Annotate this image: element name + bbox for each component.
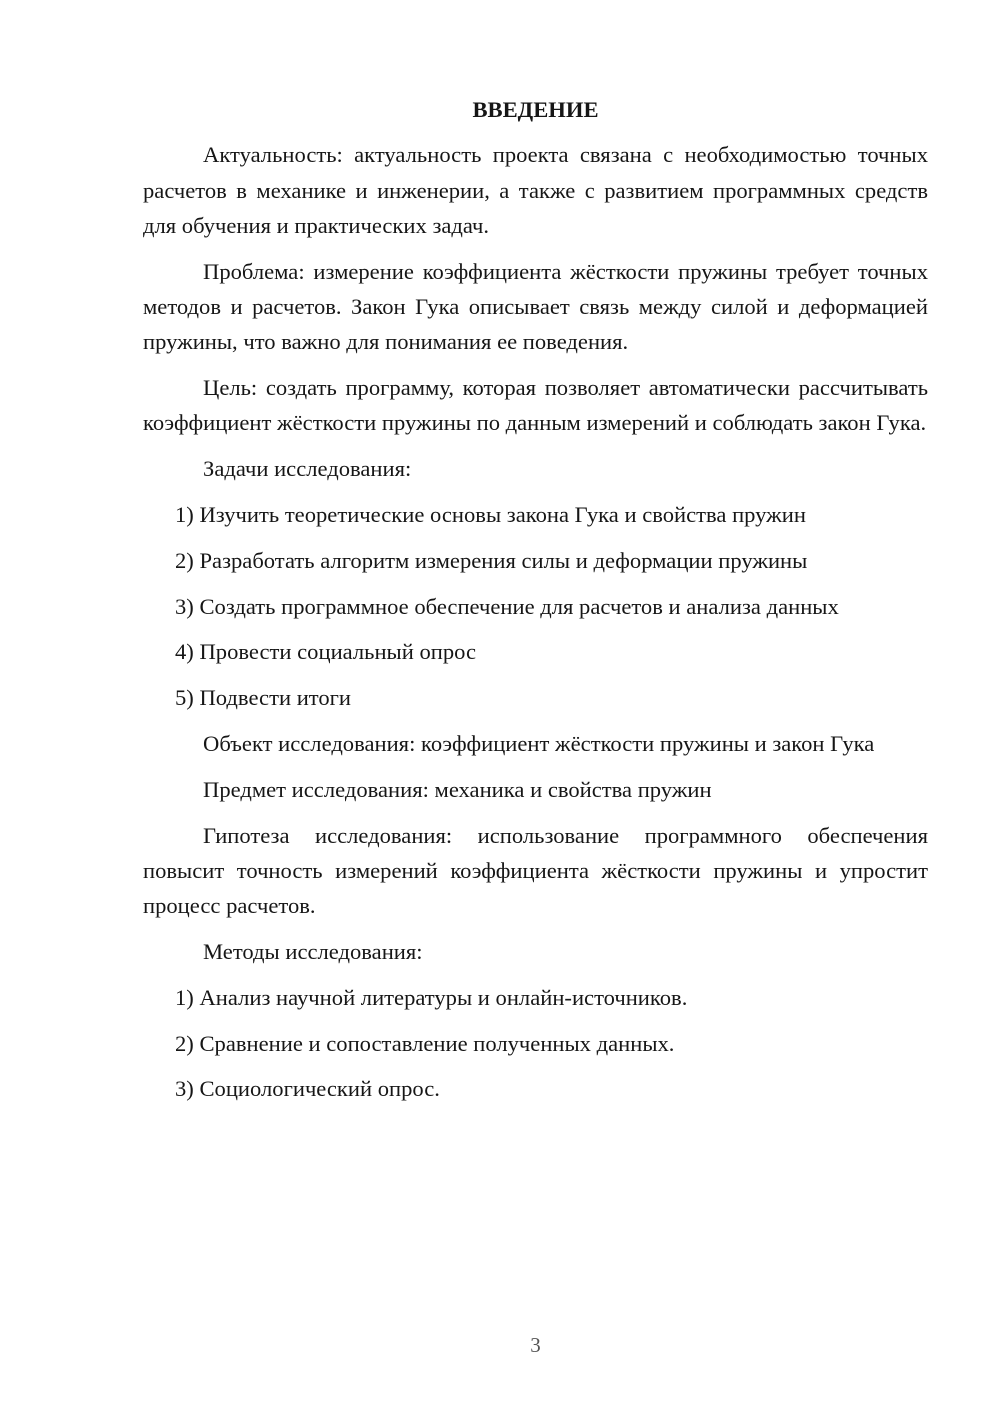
object-paragraph: Объект исследования: коэффициент жёсткости пружины и закон Гука [203, 730, 875, 756]
hypothesis-paragraph: Гипотеза исследования: использование программного обеспечения повысит точность измерений коэффициента жёсткости пружины и упростит процесс расчетов. [143, 822, 928, 919]
task-item: 1) Изучить теоретические основы закона Гука и свойства пружин [175, 501, 806, 527]
tasks-list [143, 497, 928, 715]
relevance-paragraph: Актуальность: актуальность проекта связана с необходимостью точных расчетов в механике и инженерии, а также с развитием программных средств для обучения и практических задач. [143, 142, 928, 238]
method-item: 1) Анализ научной литературы и онлайн-источников. [175, 984, 688, 1010]
problem-paragraph: Проблема: измерение коэффициента жёсткости пружины требует точных методов и расчетов. Закон Гука описывает связь между силой и деформацией пружины, что важно для понимания ее поведения. [143, 258, 928, 355]
task-item: 5) Подвести итоги [175, 685, 352, 711]
page-number: 3 [530, 1333, 541, 1357]
task-item: 2) Разработать алгоритм измерения силы и деформации пружины [175, 547, 808, 573]
page-content [143, 92, 928, 1117]
methods-list [143, 980, 928, 1107]
method-item: 3) Социологический опрос. [175, 1076, 440, 1102]
methods-heading: Методы исследования: [203, 938, 423, 964]
task-item: 3) Создать программное обеспечение для расчетов и анализа данных [175, 593, 839, 619]
goal-paragraph: Цель: создать программу, которая позволяет автоматически рассчитывать коэффициент жёсткости пружины по данным измерений и соблюдать закон Гука. [143, 375, 928, 436]
page-title: ВВЕДЕНИЕ [472, 97, 599, 122]
tasks-heading: Задачи исследования: [203, 456, 412, 482]
subject-paragraph: Предмет исследования: механика и свойства пружин [203, 776, 712, 802]
task-item: 4) Провести социальный опрос [175, 639, 477, 665]
method-item: 2) Сравнение и сопоставление полученных данных. [175, 1030, 675, 1056]
